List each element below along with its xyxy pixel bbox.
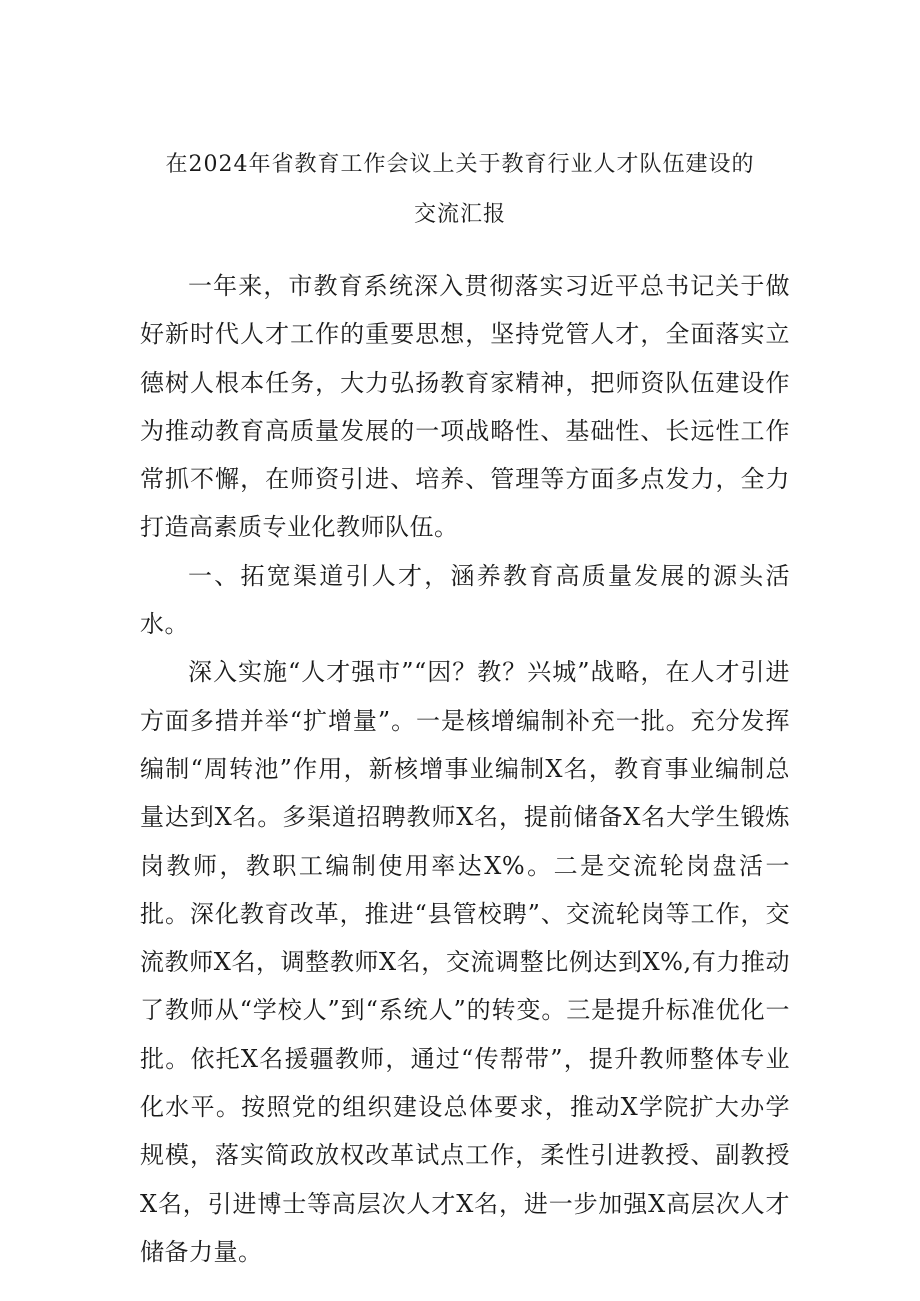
paragraph-section-1: 深入实施“人才强市”“因？教？兴城”战略，在人才引进方面多措并举“扩增量”。一是核增编制补充一批。充分发挥编制“周转池”作用，新核增事业编制X名，教育事业编制总量达到X名。多渠道招聘教师X名，提前储备X名大学生锻炼岗教师，教职工编制使用率达X%。二是交流轮岗盘活一批。深化教育改革，推进“县管校聘”、交流轮岗等工作，交流教师X名，调整教师X名，交流调整比例达到X%,有力推动了教师从“学校人”到“系统人”的转变。三是提升标准优化一批。依托X名援疆教师，通过“传帮带”，提升教师整体专业化水平。按照党的组织建设总体要求，推动X学院扩大办学规模，落实简政放权改革试点工作，柔性引进教授、副教授X名，引进博士等高层次人才X名，进一步加强X高层次人才储备力量。 [140,658,790,1266]
document-body [140,262,790,1276]
paragraph-intro: 一年来，市教育系统深入贯彻落实习近平总书记关于做好新时代人才工作的重要思想，坚持党管人才，全面落实立德树人根本任务，大力弘扬教育家精神，把师资队伍建设作为推动教育高质量发展的一项战略性、基础性、长远性工作常抓不懈，在师资引进、培养、管理等方面多点发力，全力打造高素质专业化教师队伍。 [140,272,790,542]
section-heading-1: 一、拓宽渠道引人才，涵养教育高质量发展的源头活水。 [140,561,790,639]
document-title-line-1: 在2024年省教育工作会议上关于教育行业人才队伍建设的 [165,152,755,177]
document-title-line-2: 交流汇报 [413,202,506,227]
